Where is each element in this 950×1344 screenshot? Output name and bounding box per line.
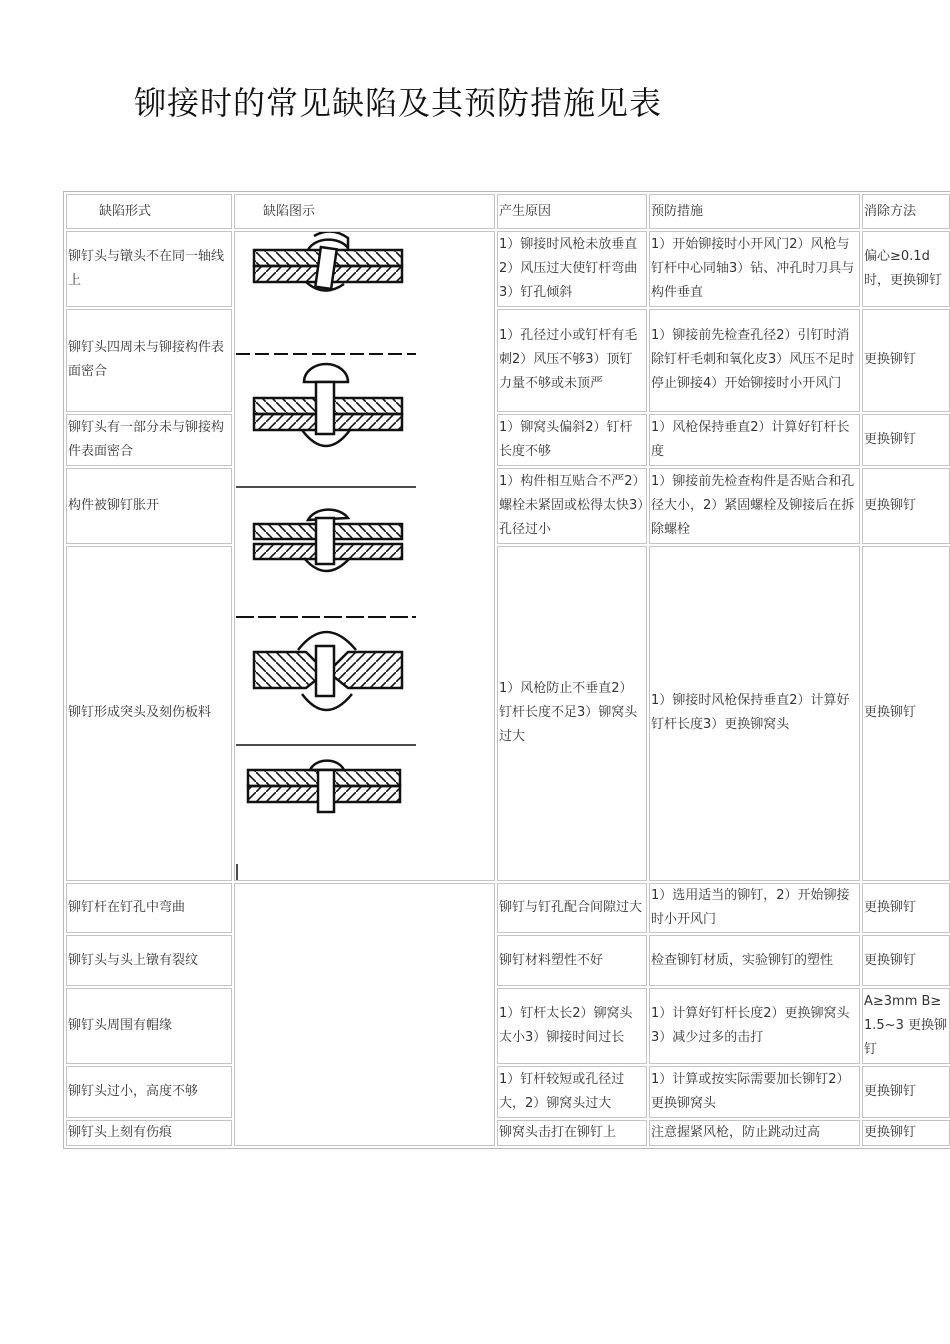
defects-table bbox=[63, 191, 950, 1149]
defect-fix: A≥3mm B≥1.5~3 更换铆钉 bbox=[862, 988, 950, 1064]
defect-prevention: 1）计算好钉杆长度2）更换铆窝头3）减少过多的击打 bbox=[649, 988, 860, 1064]
defect-cause: 铆钉材料塑性不好 bbox=[497, 935, 647, 986]
defect-fix: 更换铆钉 bbox=[862, 546, 950, 881]
defect-cause: 1）铆接时风枪未放垂直2）风压过大使钉杆弯曲3）钉孔倾斜 bbox=[497, 231, 647, 307]
defect-prevention: 注意握紧风枪，防止跳动过高 bbox=[649, 1120, 860, 1146]
defect-prevention: 1）选用适当的铆钉，2）开始铆接时小开风门 bbox=[649, 883, 860, 933]
defect-name: 铆钉头与镦头不在同一轴线上 bbox=[66, 231, 232, 307]
defect-cause: 1）铆窝头偏斜2）钉杆长度不够 bbox=[497, 414, 647, 466]
empty-illustration-cell bbox=[234, 883, 495, 1146]
defect-name: 铆钉形成突头及刻伤板料 bbox=[66, 546, 232, 881]
table-row bbox=[66, 883, 950, 933]
defect-fix: 偏心≥0.1d时，更换铆钉 bbox=[862, 231, 950, 307]
defect-name: 铆钉杆在钉孔中弯曲 bbox=[66, 883, 232, 933]
diagram-head-not-seated bbox=[254, 364, 402, 446]
defect-fix: 更换铆钉 bbox=[862, 309, 950, 412]
table-row bbox=[66, 309, 950, 412]
header-name: 缺陷形式 bbox=[66, 194, 232, 229]
defect-name: 铆钉头上刻有伤痕 bbox=[66, 1120, 232, 1146]
defect-prevention: 1）铆接前先检查孔径2）引钉时消除钉杆毛刺和氧化皮3）风压不足时停止铆接4）开始铆接时小开风门 bbox=[649, 309, 860, 412]
table-row bbox=[66, 1066, 950, 1118]
diagram-bulge-damage bbox=[254, 632, 402, 710]
defect-prevention: 1）铆接前先检查构件是否贴合和孔径大小，2）紧固螺栓及铆接后在拆除螺栓 bbox=[649, 468, 860, 544]
defect-prevention: 1）计算或按实际需要加长铆钉2）更换铆窝头 bbox=[649, 1066, 860, 1118]
rivet-defect-diagrams-icon bbox=[236, 232, 466, 880]
diagram-tilted-rivet bbox=[254, 232, 402, 291]
defect-name: 构件被铆钉胀开 bbox=[66, 468, 232, 544]
table-row bbox=[66, 988, 950, 1064]
defect-name: 铆钉头周围有帽缘 bbox=[66, 988, 232, 1064]
defect-name: 铆钉头与头上镦有裂纹 bbox=[66, 935, 232, 986]
table-row bbox=[66, 468, 950, 544]
diagram-short-head bbox=[248, 761, 400, 812]
table-row bbox=[66, 414, 950, 466]
page-title: 铆接时的常见缺陷及其预防措施见表 bbox=[134, 84, 663, 122]
defect-fix: 更换铆钉 bbox=[862, 468, 950, 544]
defect-fix: 更换铆钉 bbox=[862, 1066, 950, 1118]
table-row bbox=[66, 935, 950, 986]
table-row bbox=[66, 546, 950, 881]
defect-name: 铆钉头过小，高度不够 bbox=[66, 1066, 232, 1118]
defect-cause: 铆钉与钉孔配合间隙过大 bbox=[497, 883, 647, 933]
defect-cause: 铆窝头击打在铆钉上 bbox=[497, 1120, 647, 1146]
defect-prevention: 检查铆钉材质，实验铆钉的塑性 bbox=[649, 935, 860, 986]
defect-name: 铆钉头四周未与铆接构件表面密合 bbox=[66, 309, 232, 412]
defect-cause: 1）钉杆较短或孔径过大，2）铆窝头过大 bbox=[497, 1066, 647, 1118]
header-prevention: 预防措施 bbox=[649, 194, 860, 229]
defect-cause: 1）风枪防止不垂直2）钉杆长度不足3）铆窝头过大 bbox=[497, 546, 647, 881]
table-row bbox=[66, 1120, 950, 1146]
defect-fix: 更换铆钉 bbox=[862, 883, 950, 933]
defect-illustrations bbox=[234, 231, 495, 881]
defect-name: 铆钉头有一部分未与铆接构件表面密合 bbox=[66, 414, 232, 466]
header-fix: 消除方法 bbox=[862, 194, 950, 229]
defect-fix: 更换铆钉 bbox=[862, 1120, 950, 1146]
table-row bbox=[66, 231, 950, 307]
defect-cause: 1）孔径过小或钉杆有毛刺2）风压不够3）顶钉力量不够或未顶严 bbox=[497, 309, 647, 412]
defect-cause: 1）钉杆太长2）铆窝头太小3）铆接时间过长 bbox=[497, 988, 647, 1064]
header-image: 缺陷图示 bbox=[234, 194, 495, 229]
defect-prevention: 1）风枪保持垂直2）计算好钉杆长度 bbox=[649, 414, 860, 466]
diagram-plates-pushed-apart bbox=[254, 510, 402, 571]
defect-cause: 1）构件相互贴合不严2）螺栓未紧固或松得太快3）孔径过小 bbox=[497, 468, 647, 544]
defect-fix: 更换铆钉 bbox=[862, 414, 950, 466]
defect-prevention: 1）铆接时风枪保持垂直2）计算好钉杆长度3）更换铆窝头 bbox=[649, 546, 860, 881]
defect-prevention: 1）开始铆接时小开风门2）风枪与钉杆中心同轴3）钻、冲孔时刀具与构件垂直 bbox=[649, 231, 860, 307]
table-header-row bbox=[66, 194, 950, 229]
header-cause: 产生原因 bbox=[497, 194, 647, 229]
defect-fix: 更换铆钉 bbox=[862, 935, 950, 986]
